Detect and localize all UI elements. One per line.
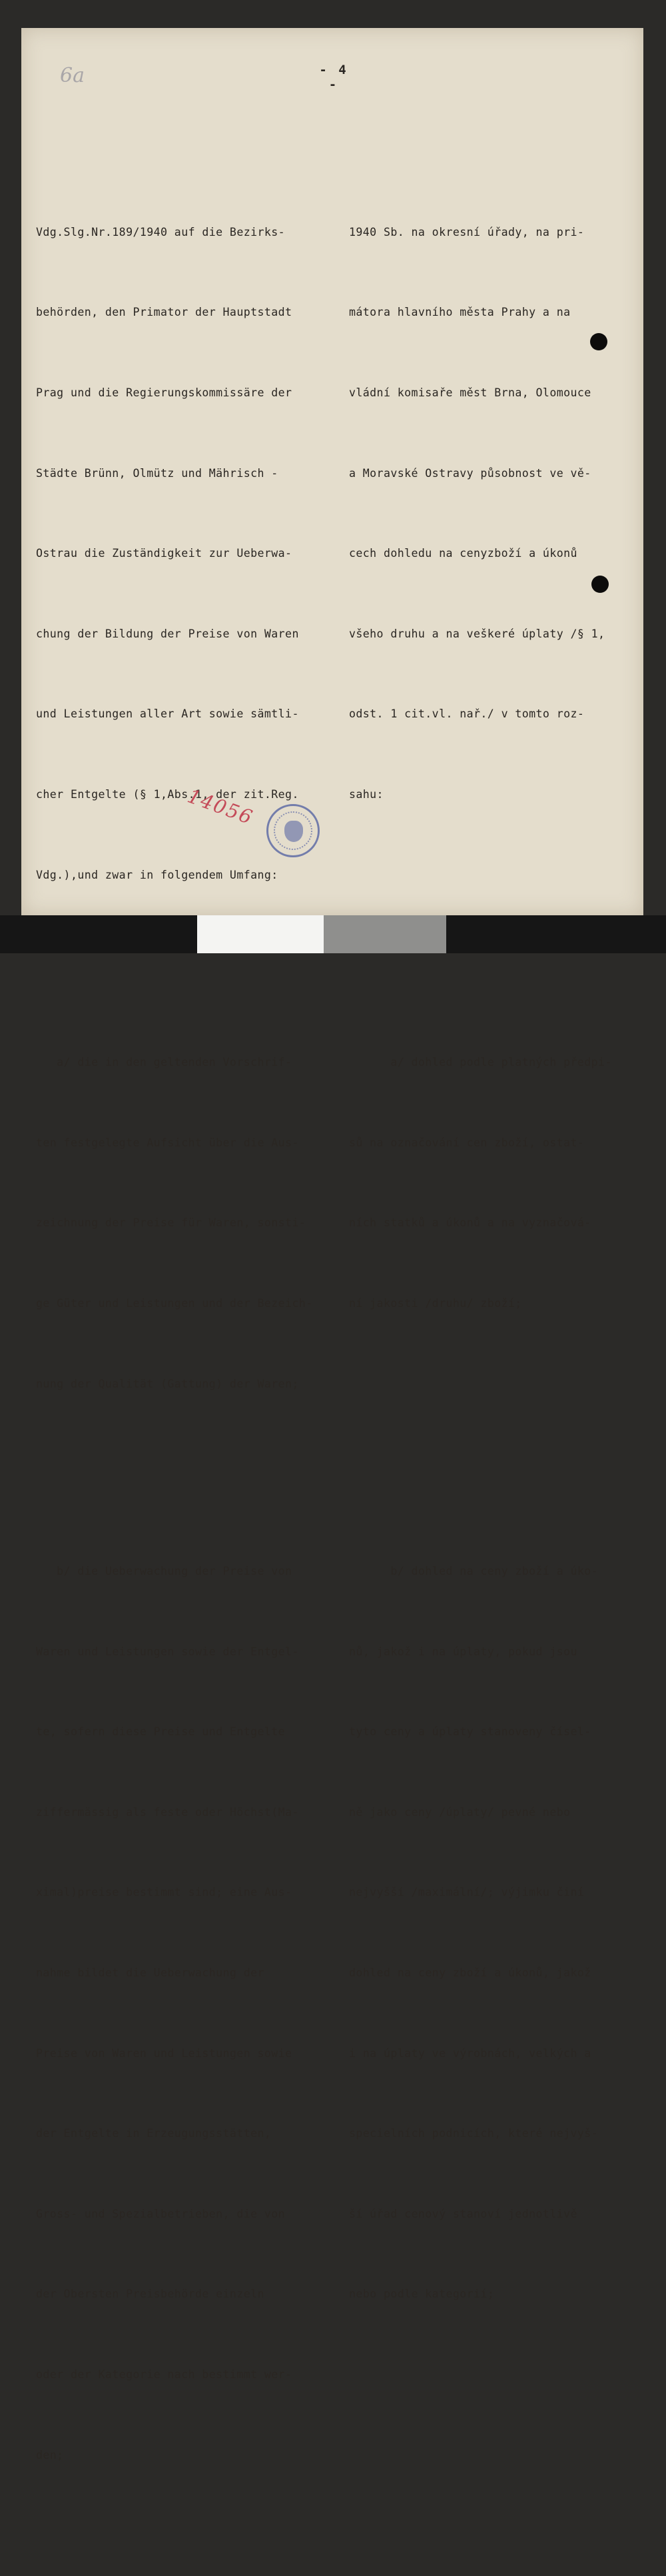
text-line: Gross- und Spezialbetrieben, die von (36, 2207, 286, 2220)
text-line: ních statků a úkonů a na vyznačová- (349, 1216, 591, 1230)
text-line: der Obersten Preisbehörde einzeln (36, 2288, 264, 2301)
text-line: nejvyšší /maximální/; výjimku činí (349, 1886, 585, 1899)
text-line: specielních podnicích, které nejvyš- (349, 2127, 599, 2140)
text-line: dohled na ceny zboží a úkonů, jakož (349, 1966, 591, 1979)
text-line: ní jakosti /druhu/ zboží; (349, 1296, 522, 1310)
text-line: Ostrau die Zuständigkeit zur Ueberwa- (36, 547, 292, 560)
text-line: b/ dohled na ceny zboží a úko- (349, 1564, 599, 1577)
text-line: behörden, den Primator der Hauptstadt (36, 306, 292, 319)
text-line: ziffermässig als feste oder Höchst(Ma- (36, 1805, 299, 1819)
text-line: ximal)preise bestimmt sind; eine Aus- (36, 1886, 292, 1899)
paragraph-gap (349, 1424, 639, 1451)
text-line: sahu: (349, 788, 384, 801)
text-line: zeichnung der Preise für Waren, sonsti- (36, 1216, 306, 1230)
text-line: a Moravské Ostravy působnost ve vě- (349, 466, 591, 480)
text-line: nung der Qualität (Gattung) der Waren; (36, 1377, 299, 1390)
text-line: Vdg.Slg.Nr.189/1940 auf die Bezirks- (36, 225, 286, 238)
text-line: den; (36, 2448, 64, 2461)
page-number: - 4 - (319, 63, 348, 92)
text-line: nebo podle kategorií; (349, 2288, 495, 2301)
white-calibration-patch (197, 915, 324, 953)
text-line: tyto ceny a úplaty stanoveny čísel- (349, 1725, 591, 1739)
text-line: ge Güter und Leistungen und der Bezeich- (36, 1296, 313, 1310)
punch-hole (591, 576, 609, 593)
text-line: te, sofern diese Preise und Entgelte (36, 1725, 286, 1739)
text-line: nahme bildet die Ueberwachung der (36, 1966, 264, 1980)
text-line: nů, jakož i na úplaty, pokud jsou (349, 1645, 577, 1658)
handwritten-page-note: 6a (60, 64, 85, 87)
left-item-b (36, 1505, 336, 2523)
red-archive-stamp-number: 14056 (184, 784, 256, 829)
right-column-czech-text (349, 112, 639, 2415)
text-line: a/ dohled podle platných předpi- (349, 1056, 612, 1069)
right-item-b (349, 1505, 639, 2362)
text-line: všeho druhu a na veškeré úplaty /§ 1, (349, 627, 605, 640)
text-line: oder der Kategorie nach bestimmt wer- (36, 2368, 292, 2381)
text-line: 1940 Sb. na okresní úřady, na pri- (349, 225, 585, 238)
text-line: odst. 1 cit.vl. nař./ v tomto roz- (349, 707, 585, 721)
text-line: Waren und Leistungen sowie der Entgel- (36, 1645, 299, 1658)
text-line: ší úřad cenový stanoví jednotlivě (349, 2207, 577, 2220)
text-line: Prag und die Regierungskommissäre der (36, 386, 292, 400)
text-line: chung der Bildung der Preise von Waren (36, 627, 299, 640)
text-line: a/ die in den geltenden Vorschrif- (36, 1056, 292, 1069)
text-line: Städte Brünn, Olmütz und Mährisch - (36, 466, 278, 480)
text-line: mátora hlavního města Prahy a na (349, 306, 571, 319)
text-line: ně jako ceny /úplaty/ pevné nebo (349, 1805, 571, 1819)
text-line: i na úplaty ve výrobnách, velkých a (349, 2046, 591, 2060)
blue-round-seal-stamp (266, 804, 320, 857)
text-line: und Leistungen aller Art sowie sämtli- (36, 707, 299, 721)
right-item-a (349, 996, 639, 1371)
text-line: der Entgelte in Erzeugungsstätten, (36, 2127, 272, 2140)
text-line: Preise von Waren und Leistungen sowie (36, 2046, 292, 2060)
text-line: cech dohledu na cenyzboží a úkonů (349, 547, 577, 560)
left-item-a (36, 996, 336, 1451)
right-intro-paragraph (349, 165, 639, 861)
text-line: Vdg.),und zwar in folgendem Umfang: (36, 868, 278, 881)
grey-calibration-patch (324, 915, 446, 953)
text-line: ten festgelegte Aufsicht über die Aus- (36, 1136, 299, 1149)
text-line: vládní komisaře měst Brna, Olomouce (349, 386, 591, 400)
text-line: cher Entgelte (§ 1,Abs.1, der zit.Reg. (36, 788, 299, 801)
text-line: b/ die Ueberwachung der Preise von (36, 1564, 292, 1577)
text-line: sů na označování cen zboží, ostat- (349, 1136, 585, 1149)
punch-hole (590, 333, 607, 350)
left-column-german-text (36, 112, 336, 2576)
document-page (21, 28, 643, 2461)
